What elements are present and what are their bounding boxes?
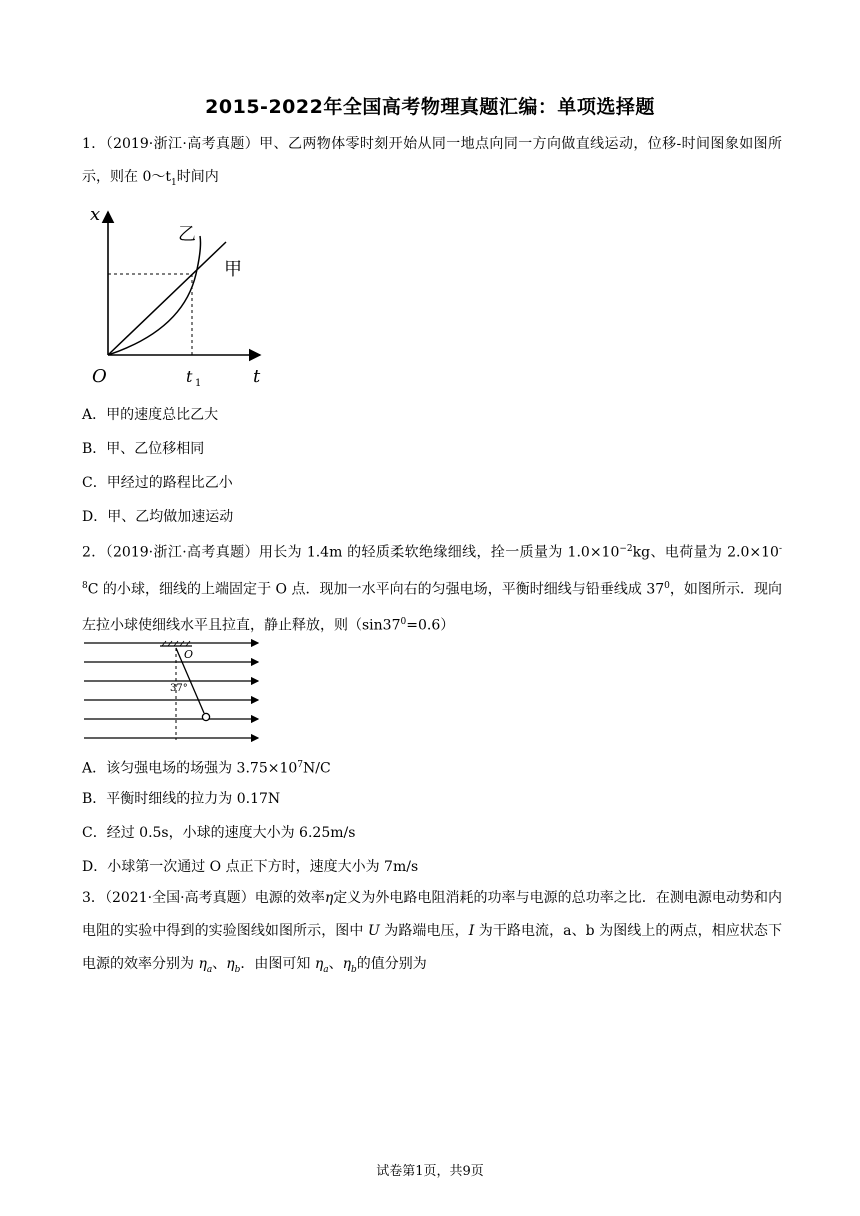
option-c[interactable]: C．甲经过的路程比乙小	[82, 475, 233, 491]
eta-a: η	[198, 956, 207, 972]
point-o-label: O	[184, 648, 194, 661]
eta-b: η	[342, 956, 351, 972]
option-a[interactable]: A．甲的速度总比乙大	[82, 407, 219, 423]
question-2-stem	[82, 533, 782, 643]
question-text: C 的小球，细线的上端固定于 O 点．现加一水平向右的匀强电场，平衡时细线与铅垂线成 37	[87, 581, 665, 598]
yi-label: 乙	[178, 224, 196, 245]
t-axis-label: t	[253, 366, 261, 387]
question-text: 为路端电压，	[379, 923, 469, 939]
superscript: −2	[619, 544, 633, 554]
question-text: 用长为 1.4m 的轻质柔软绝缘细线，拴一质量为 1.0×10	[258, 544, 620, 561]
page-title: 2015-2022年全国高考物理真题汇编：单项选择题	[205, 96, 655, 118]
question-number: 2．	[82, 544, 106, 561]
eta-b: η	[226, 956, 235, 972]
question-source: （2019·浙江·高考真题）	[105, 544, 259, 561]
question-1-stem	[82, 128, 782, 200]
origin-label: O	[92, 366, 107, 387]
t1-label: t	[186, 367, 193, 386]
superscript: -8	[82, 544, 782, 591]
ball	[202, 713, 209, 720]
superscript: 0	[400, 617, 407, 628]
question-text: kg、电荷量为 2.0×10	[632, 544, 779, 561]
option-b[interactable]: B．平衡时细线的拉力为 0.17N	[82, 791, 281, 807]
subscript-b: b	[350, 964, 357, 975]
separator: 、	[328, 956, 343, 972]
angle-label: 37°	[170, 683, 188, 694]
electric-field-figure	[84, 638, 264, 746]
line-jia	[108, 242, 226, 355]
question-text: ，如图所示．现向左拉小球使细线水平且拉直，静止释放，则（sin37	[82, 581, 782, 634]
question-text: =0.6）	[406, 617, 455, 634]
eta-symbol: η	[324, 890, 334, 906]
subscript-a: a	[206, 964, 213, 975]
question-text: 的值分别为	[356, 956, 427, 972]
subscript-a: a	[323, 964, 329, 975]
option-b[interactable]: B．甲、乙位移相同	[82, 441, 205, 457]
u-symbol: U	[367, 923, 380, 939]
option-d[interactable]: D．甲、乙均做加速运动	[82, 509, 234, 525]
option-a-unit: N/C	[303, 760, 331, 777]
question-number: 1．	[82, 136, 106, 152]
question-text: 甲、乙两物体零时刻开始从同一地点向同一方向做直线运动，位移-时间图象如图所示，则在 0～t	[82, 136, 782, 185]
t1-subscript: 1	[195, 378, 202, 389]
xt-graph-figure	[88, 200, 278, 390]
curve-yi	[108, 236, 201, 355]
subscript-b: b	[234, 964, 241, 975]
question-text: 定义为外电路电阻消耗的功率与电源的总功率之比．在测电源电动势和内电阻的实验中得到的实验图线如图所示，图中	[82, 890, 783, 939]
subscript: 1	[170, 177, 177, 188]
question-text: 时间内	[176, 169, 219, 185]
question-text: 为干路电流，a、b 为图线上的两点，相应状态下电源的效率分别为	[82, 923, 782, 972]
superscript: 7	[297, 760, 304, 770]
question-number: 3．	[82, 890, 105, 906]
question-3-stem	[82, 882, 782, 987]
eta-a: η	[314, 956, 324, 972]
jia-label: 甲	[224, 259, 242, 280]
question-text: ．由图可知	[240, 956, 315, 972]
option-a-text: A．该匀强电场的场强为 3.75×10	[82, 760, 298, 777]
option-c[interactable]: C．经过 0.5s，小球的速度大小为 6.25m/s	[82, 825, 356, 841]
question-source: （2021·全国·高考真题）	[104, 890, 255, 906]
option-d[interactable]: D．小球第一次通过 O 点正下方时，速度大小为 7m/s	[82, 859, 419, 875]
question-source: （2019·浙江·高考真题）	[105, 136, 260, 152]
question-text: 电源的效率	[254, 890, 325, 906]
separator: 、	[212, 956, 227, 972]
option-a[interactable]	[82, 755, 331, 779]
i-symbol: I	[468, 923, 475, 939]
superscript: 0	[664, 580, 670, 591]
x-axis-label: x	[90, 204, 101, 225]
page-footer: 试卷第1页，共9页	[376, 1164, 484, 1179]
